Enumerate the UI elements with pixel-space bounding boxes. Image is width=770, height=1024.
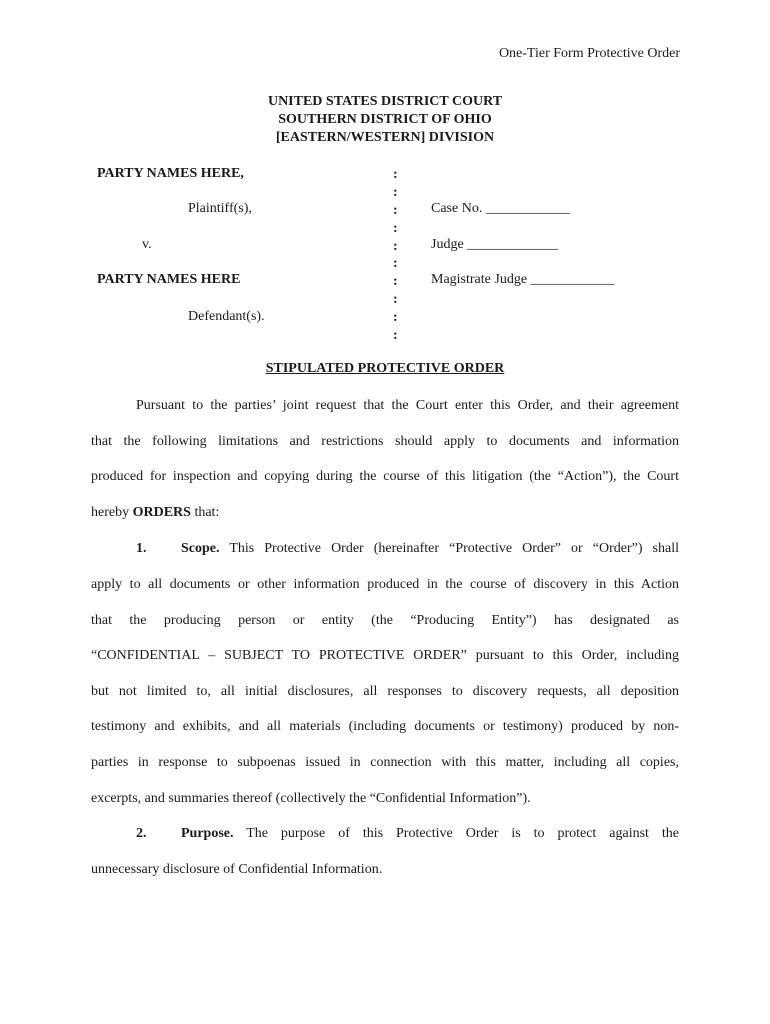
court-district: SOUTHERN DISTRICT OF OHIO xyxy=(278,112,492,127)
plaintiff-role: Plaintiff(s), xyxy=(188,201,252,216)
section-1-line: parties in response to subpoenas issued in connection with this matter, including all copies, xyxy=(91,755,679,770)
colon: : xyxy=(393,202,398,218)
section-1-line: “CONFIDENTIAL – SUBJECT TO PROTECTIVE ORDER” pursuant to this Order, including xyxy=(91,648,679,663)
section-1-heading: Scope. xyxy=(181,541,220,556)
section-1-text: This Protective Order (hereinafter “Protective Order” or “Order”) shall xyxy=(229,541,679,556)
caption-divider xyxy=(393,166,398,345)
magistrate-judge-field: Magistrate Judge ____________ xyxy=(431,272,615,287)
section-1-line: apply to all documents or other information produced in the course of discovery in this Action xyxy=(91,577,679,592)
section-2-heading: Purpose. xyxy=(181,826,234,841)
section-1-first-line xyxy=(181,541,679,557)
colon: : xyxy=(393,310,398,326)
section-1-number: 1. xyxy=(136,541,147,556)
intro-line: produced for inspection and copying during the course of this litigation (the “Action”), the Court xyxy=(91,469,679,484)
intro-line xyxy=(91,505,679,521)
colon: : xyxy=(393,328,398,344)
section-2-number: 2. xyxy=(136,826,147,841)
section-1-line: excerpts, and summaries thereof (collectively the “Confidential Information”). xyxy=(91,791,531,806)
defendant-name: PARTY NAMES HERE xyxy=(97,272,241,287)
section-2-text: The purpose of this Protective Order is to protect against the xyxy=(246,826,679,841)
case-number-field: Case No. ____________ xyxy=(431,201,570,216)
intro-text: hereby xyxy=(91,505,133,520)
court-name: UNITED STATES DISTRICT COURT xyxy=(267,94,503,109)
colon: : xyxy=(393,184,398,200)
intro-line: Pursuant to the parties’ joint request that the Court enter this Order, and their agreement xyxy=(136,398,679,413)
orders-keyword: ORDERS xyxy=(132,505,191,520)
colon: : xyxy=(393,238,398,254)
court-heading xyxy=(0,93,770,147)
section-1-line: testimony and exhibits, and all materials (including documents or testimony) produced by non- xyxy=(91,719,679,734)
order-title: STIPULATED PROTECTIVE ORDER xyxy=(265,361,505,376)
colon: : xyxy=(393,220,398,236)
colon: : xyxy=(393,274,398,290)
defendant-role: Defendant(s). xyxy=(188,309,265,324)
court-division: [EASTERN/WESTERN] DIVISION xyxy=(275,130,495,145)
section-1-line: that the producing person or entity (the “Producing Entity”) has designated as xyxy=(91,613,679,628)
colon: : xyxy=(393,167,398,182)
colon: : xyxy=(393,256,398,272)
intro-text: that: xyxy=(190,505,220,520)
colon: : xyxy=(393,292,398,308)
section-2-line: unnecessary disclosure of Confidential Information. xyxy=(91,862,383,877)
form-title: One-Tier Form Protective Order xyxy=(498,46,680,61)
judge-field: Judge _____________ xyxy=(431,237,559,252)
plaintiff-name: PARTY NAMES HERE, xyxy=(97,166,244,181)
section-2-first-line xyxy=(181,826,679,842)
section-1-line: but not limited to, all initial disclosures, all responses to discovery requests, all deposition xyxy=(91,684,679,699)
intro-line: that the following limitations and restrictions should apply to documents and information xyxy=(91,434,679,449)
versus: v. xyxy=(142,237,152,252)
